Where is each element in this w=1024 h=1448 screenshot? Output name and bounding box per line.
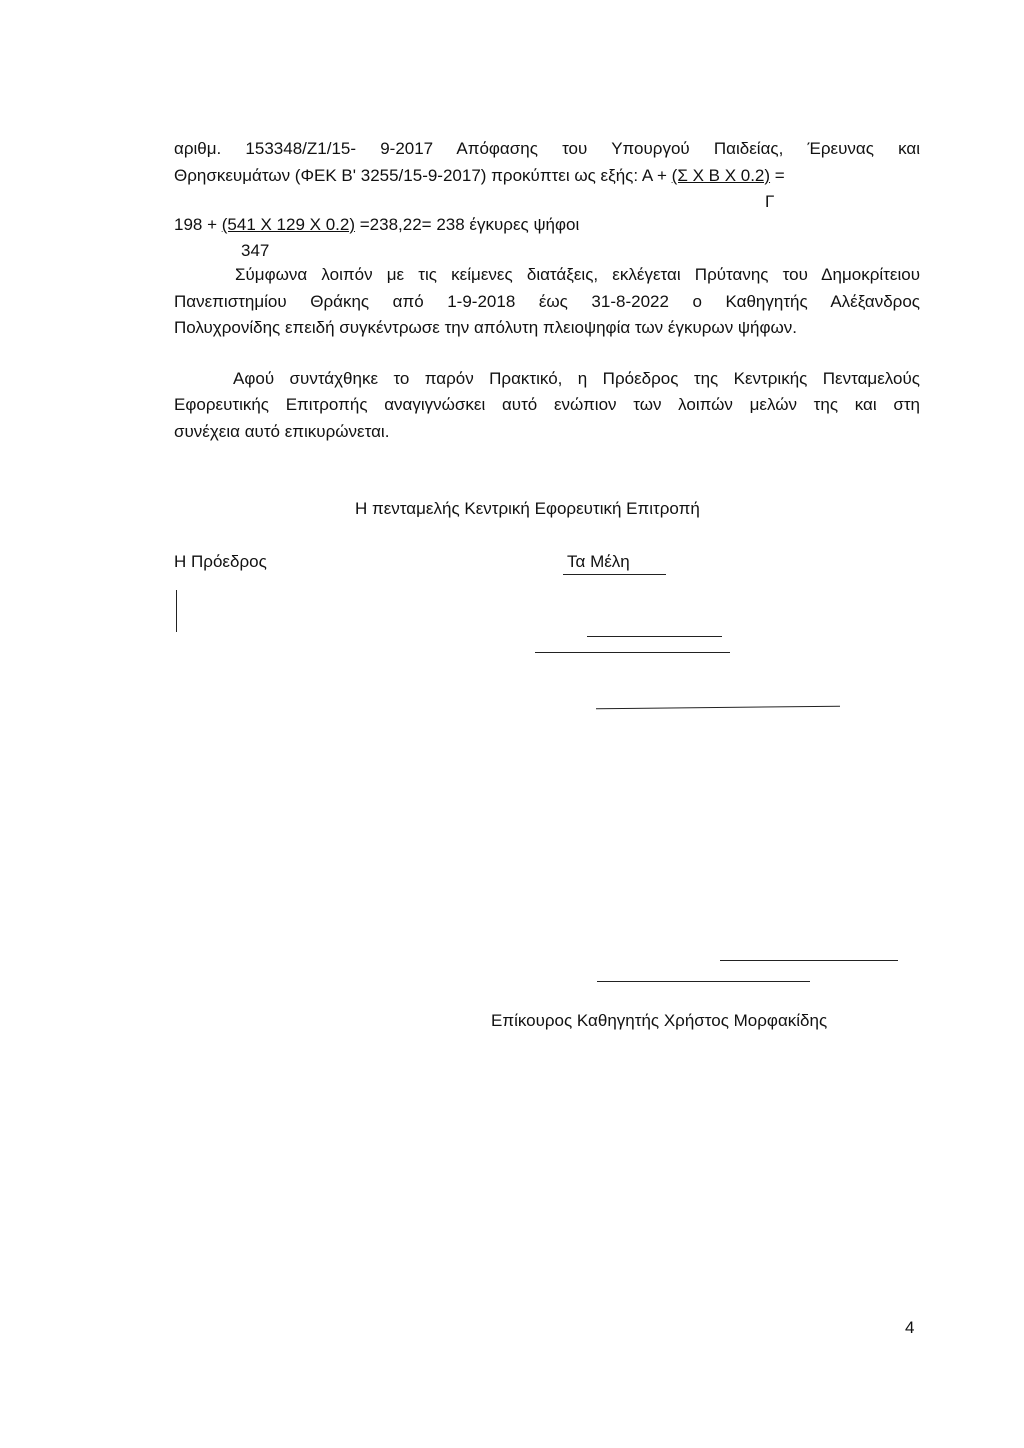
formula-denominator-number: 347 bbox=[241, 241, 270, 260]
para3-line2: Εφορευτικής Επιτροπής αναγιγνώσκει αυτό ενώπιον των λοιπών μελών της και στη bbox=[174, 395, 920, 414]
committee-title: Η πενταμελής Κεντρική Εφορευτική Επιτροπή bbox=[355, 499, 700, 518]
chair-label: Η Πρόεδρος bbox=[174, 552, 267, 571]
chair-signature-mark bbox=[176, 590, 177, 632]
signatory-name: Επίκουρος Καθηγητής Χρήστος Μορφακίδης bbox=[491, 1011, 828, 1030]
formula-denominator-letter: Γ bbox=[765, 192, 775, 211]
members-label: Τα Μέλη bbox=[567, 552, 630, 571]
para3-line1: Αφού συντάχθηκε το παρόν Πρακτικό, η Πρόεδρος της Κεντρικής Πενταμελούς bbox=[233, 369, 920, 388]
member-signature-line-1a bbox=[587, 636, 722, 637]
member-signature-line-1b bbox=[535, 652, 730, 653]
para1-line3 bbox=[174, 214, 579, 236]
para1-line1: αριθμ. 153348/Ζ1/15- 9-2017 Απόφασης του Υπουργού Παιδείας, Έρευνας και bbox=[174, 139, 920, 158]
para2-line2: Πανεπιστημίου Θράκης από 1-9-2018 έως 31-8-2022 ο Καθηγητής Αλέξανδρος bbox=[174, 292, 920, 311]
members-label-underline bbox=[563, 574, 666, 575]
para2-line3: Πολυχρονίδης επειδή συγκέντρωσε την απόλυτη πλειοψηφία των έγκυρων ψήφων. bbox=[174, 318, 798, 337]
member-signature-line-3a bbox=[720, 960, 898, 961]
para1-line3-result: =238,22= 238 έγκυρες ψήφοι bbox=[355, 215, 580, 234]
para3-line3: συνέχεια αυτό επικυρώνεται. bbox=[174, 422, 390, 441]
formula-numerator-1: (Σ Χ Β Χ 0.2) bbox=[671, 166, 771, 185]
para2-line1: Σύμφωνα λοιπόν με τις κείμενες διατάξεις, εκλέγεται Πρύτανης του Δημοκρίτειου bbox=[235, 265, 920, 284]
para1-line2-text: Θρησκευμάτων (ΦΕΚ Β' 3255/15-9-2017) προκύπτει ως εξής: Α + bbox=[174, 166, 672, 185]
formula-numerator-2: (541 Χ 129 Χ 0.2) bbox=[221, 215, 356, 234]
para1-line3-text: 198 + bbox=[174, 215, 222, 234]
page-number: 4 bbox=[905, 1318, 915, 1337]
para1-line2-equals: = bbox=[770, 166, 785, 185]
member-signature-line-3b bbox=[597, 981, 810, 982]
para1-line2 bbox=[174, 165, 785, 187]
member-signature-line-2 bbox=[596, 706, 840, 710]
